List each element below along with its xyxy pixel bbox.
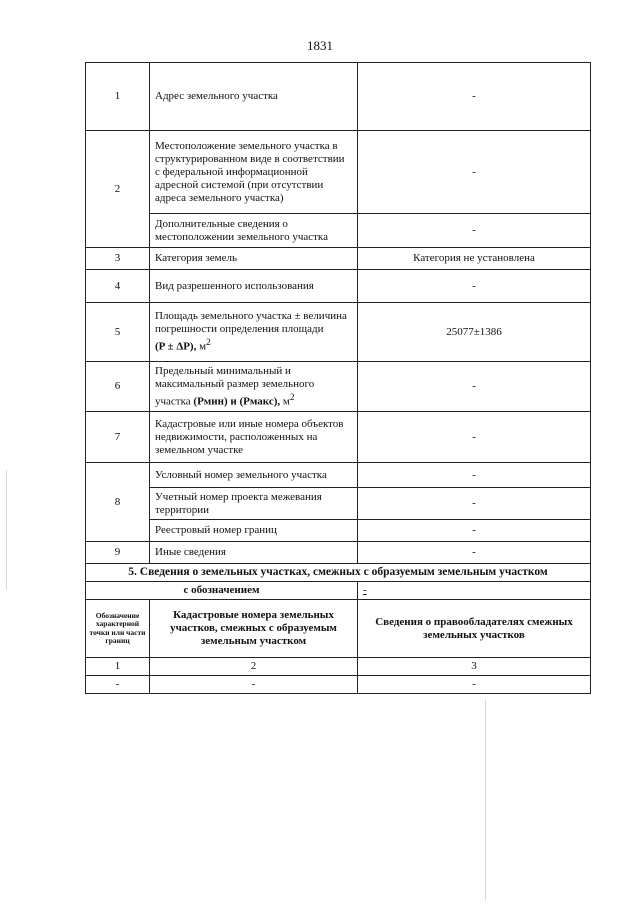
table-row [86,131,591,214]
column-number: 2 [150,658,358,676]
row-label-text: Площадь земельного участка ± величина погрешности определения площади [155,310,347,336]
header-point-designation: Обозначение характерной точки или части границ [86,600,150,658]
row-value: - [358,463,591,488]
row-value: - [358,131,591,214]
row-number: 1 [86,63,150,131]
scan-artifact-line [6,470,7,590]
scan-artifact-line [485,700,486,900]
row-label-unit: м [280,395,290,408]
row-label-unit: м [196,340,207,353]
row-number: 2 [86,131,150,248]
table-row [86,463,591,488]
row-number: 3 [86,248,150,270]
row-number: 6 [86,362,150,412]
row-value: - [358,270,591,303]
row-value: - [358,520,591,542]
table-row [86,520,591,542]
page-number: 1831 [307,38,333,53]
section-title: 5. Сведения о земельных участках, смежных с образуемым земельным участком [86,564,591,582]
data-row [86,676,591,694]
row-number: 5 [86,303,150,362]
row-number: 7 [86,412,150,463]
table-row [86,488,591,520]
table-row [86,270,591,303]
row-value: - [358,488,591,520]
row-label-formula: (P ± ΔP), [155,340,197,353]
row-value: - [358,214,591,248]
table-row [86,214,591,248]
header-row [86,600,591,658]
row-label: Условный номер земельного участка [150,463,358,488]
row-label: Дополнительные сведения о местоположении земельного участка [150,214,358,248]
row-label [150,303,358,362]
row-label: Учетный номер проекта межевания территории [150,488,358,520]
designation-row [86,582,591,600]
row-label: Реестровый номер границ [150,520,358,542]
row-value: - [358,412,591,463]
row-label: Иные сведения [150,542,358,564]
header-rights-holders: Сведения о правообладателях смежных земельных участков [358,600,591,658]
data-cell: - [150,676,358,694]
row-label-text: Предельный минимальный и максимальный размер земельного участка [155,364,315,408]
row-value: - [358,362,591,412]
land-plot-info-table [85,62,591,694]
data-cell: - [358,676,591,694]
table-row [86,248,591,270]
row-label-unit-sup: 2 [289,391,295,402]
row-number: 9 [86,542,150,564]
row-value: - [358,542,591,564]
section-title-row [86,564,591,582]
row-label-formula: (Pмин) и (Pмакс), [193,395,281,408]
table-row [86,303,591,362]
row-value: 25077±1386 [358,303,591,362]
designation-label: с обозначением [86,582,358,600]
table-row [86,412,591,463]
header-cadastral-numbers: Кадастровые номера земельных участков, смежных с образуемым земельным участком [150,600,358,658]
row-value: Категория не установлена [358,248,591,270]
row-label: Местоположение земельного участка в структурированном виде в соответствии с федеральной информационной адресной системой (при отсутствии адреса земельного участка) [150,131,358,214]
column-number: 1 [86,658,150,676]
table-row [86,542,591,564]
row-value: - [358,63,591,131]
column-number: 3 [358,658,591,676]
row-label: Кадастровые или иные номера объектов недвижимости, расположенных на земельном участке [150,412,358,463]
column-number-row [86,658,591,676]
table-row [86,362,591,412]
row-label [150,362,358,412]
row-label: Вид разрешенного использования [150,270,358,303]
row-label: Категория земель [150,248,358,270]
row-number: 8 [86,463,150,542]
row-label: Адрес земельного участка [150,63,358,131]
row-number: 4 [86,270,150,303]
data-cell: - [86,676,150,694]
row-label-unit-sup: 2 [206,337,211,348]
land-plot-info-sheet [85,62,591,694]
designation-value: - [358,582,591,600]
table-row [86,63,591,131]
